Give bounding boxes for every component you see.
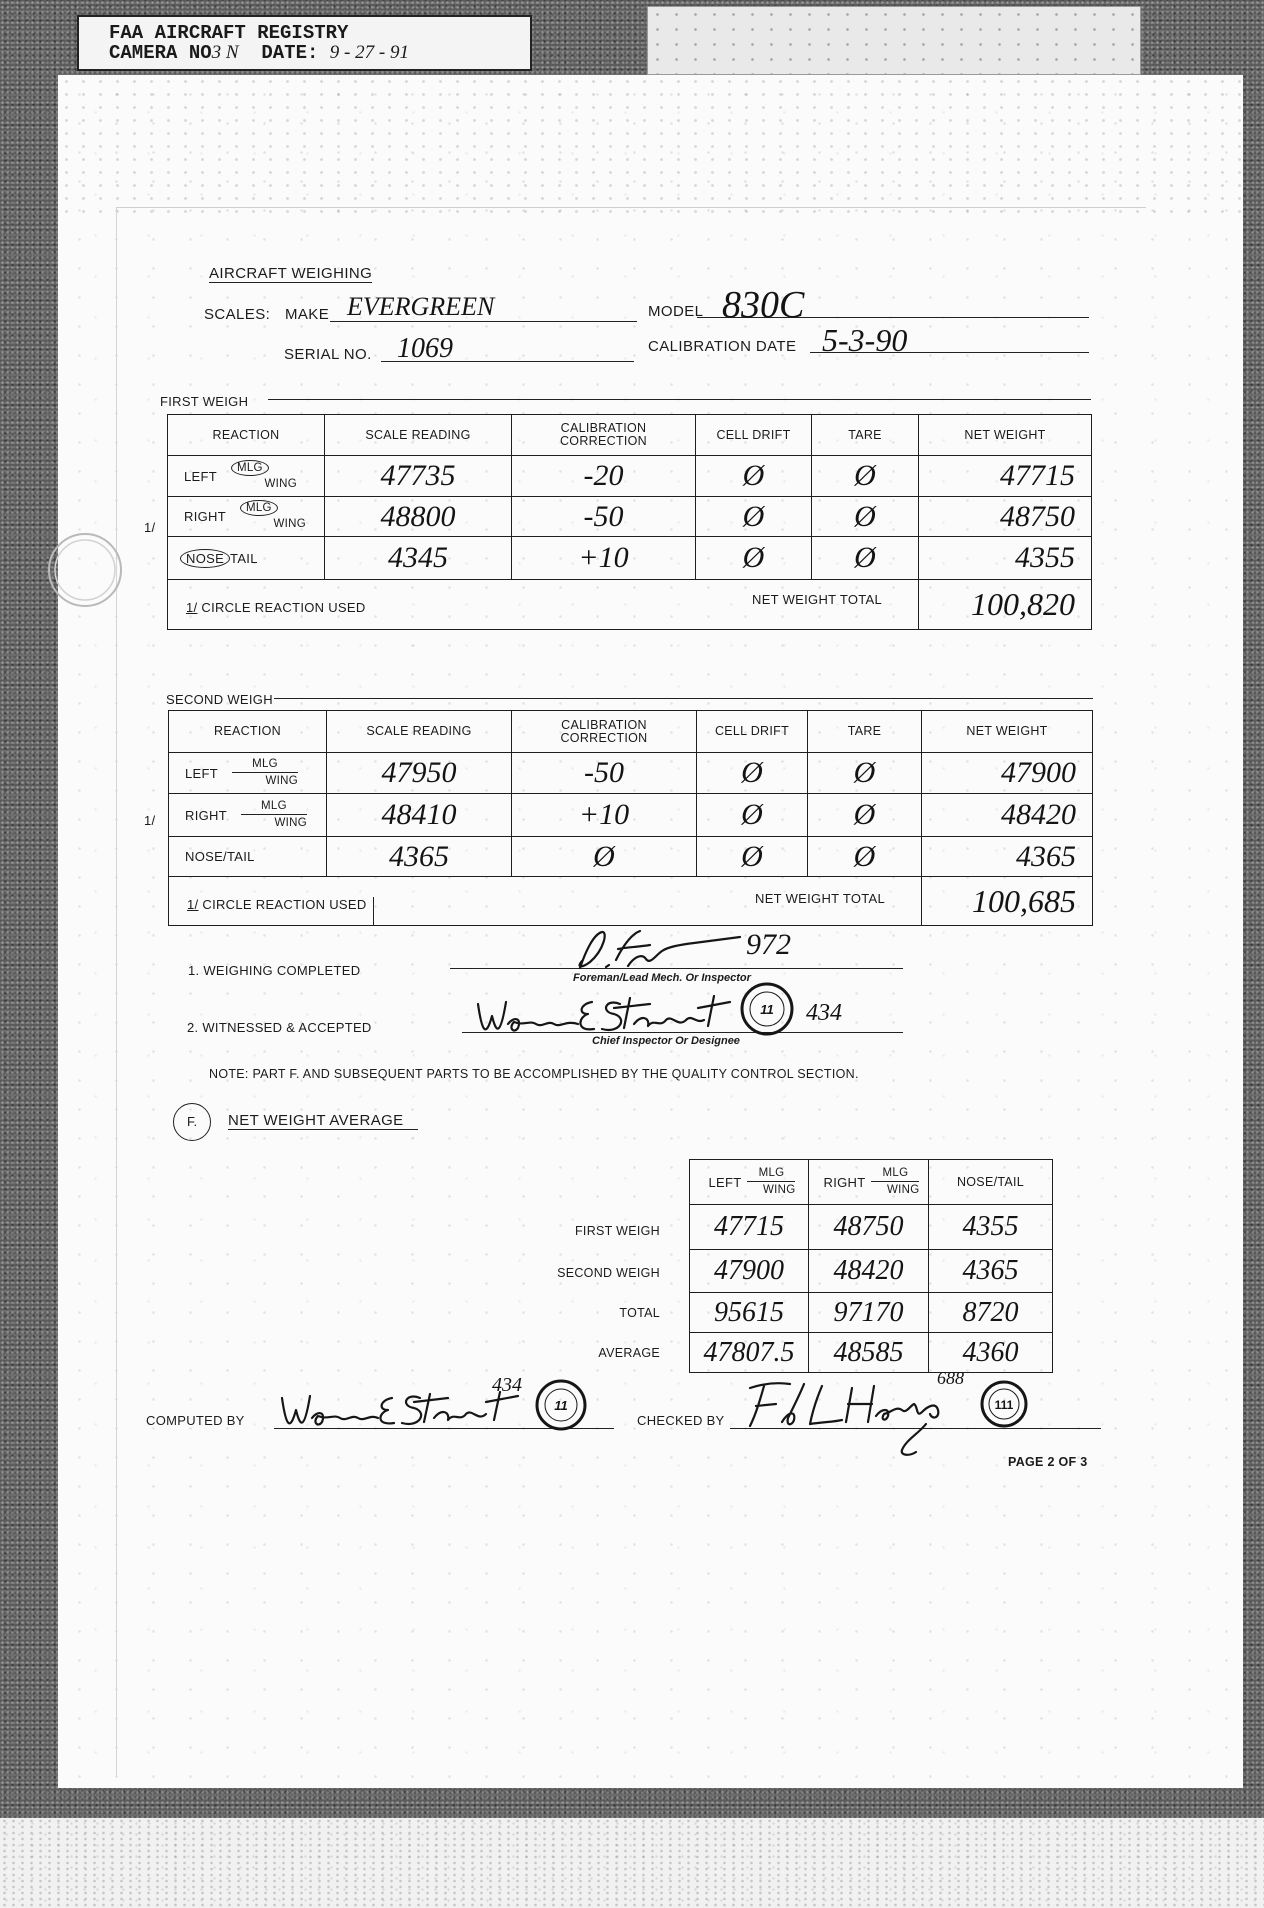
net-weight-total-label: NET WEIGHT TOTAL [755,891,886,906]
avg-left-cell: 47900 [690,1250,809,1293]
inspector-number: 972 [746,928,791,961]
serial-label: SERIAL NO. [284,346,372,363]
scale-reading-cell: 48800 [325,497,512,537]
chief-inspector-number: 434 [806,1000,842,1026]
second-weigh-rule [274,698,1093,699]
header-calibration-correction [512,711,697,753]
net-weight-average-title: NET WEIGHT AVERAGE [228,1112,418,1130]
tare-cell: Ø [812,497,919,537]
net-weight-cell: 48420 [922,794,1093,837]
checked-by-signature [742,1376,957,1460]
table-row [168,456,1092,497]
tare-cell: Ø [812,456,919,497]
average-row-label: TOTAL [619,1306,660,1320]
avg-nose-tail-cell: 8720 [929,1293,1053,1333]
header-calibration-line1: CALIBRATION [561,717,647,732]
cell-drift-cell: Ø [696,456,812,497]
scale-reading-cell: 4345 [325,537,512,580]
header-reaction: REACTION [168,415,325,456]
net-weight-total: 100,820 [919,580,1092,630]
table-header-row [690,1160,1053,1205]
reaction-wing: WING [273,518,306,530]
net-weight-cell: 47900 [922,753,1093,794]
scale-reading-cell: 47735 [325,456,512,497]
header-scale-reading: SCALE READING [327,711,512,753]
form-title: AIRCRAFT WEIGHING [209,265,373,282]
table-header-row [169,711,1093,753]
header-right [809,1160,929,1205]
reaction-mlg: MLG [241,800,307,815]
page-number: PAGE 2 OF 3 [1008,1455,1088,1469]
table-row [168,537,1092,580]
header-tare: TARE [812,415,919,456]
reaction-cell [169,794,327,837]
avg-right-cell: 48420 [809,1250,929,1293]
computed-by-stamp [533,1377,589,1433]
header-wing: WING [762,1184,796,1196]
first-weigh-label: FIRST WEIGH [160,394,249,409]
table-row [690,1250,1053,1293]
scales-label: SCALES: [204,306,271,323]
header-net-weight: NET WEIGHT [922,711,1093,753]
table-row [168,497,1092,537]
net-weight-cell: 47715 [919,456,1092,497]
reaction-tail: TAIL [230,550,258,566]
scan-bottom-margin [0,1818,1264,1908]
scale-reading-cell: 4365 [327,837,512,877]
camera-value: 3 N [211,42,239,63]
footer-notes-cell [168,580,919,630]
reaction-nose-tail: NOSE/TAIL [185,849,255,864]
second-weigh-table [168,710,1093,926]
reaction-side: LEFT [184,468,217,484]
registry-stamp-box [77,15,532,71]
witnessed-inspector-stamp [738,980,796,1038]
table-header-row [168,415,1092,456]
chief-inspector-signature [474,992,744,1040]
calibration-correction-cell: -20 [512,456,696,497]
reaction-mlg: MLG [232,758,298,773]
tare-cell: Ø [808,837,922,877]
scale-reading-cell: 48410 [327,794,512,837]
avg-nose-tail-cell: 4360 [929,1333,1053,1373]
date-value: 9 - 27 - 91 [329,42,409,63]
avg-left-cell: 47807.5 [690,1333,809,1373]
scale-reading-cell: 47950 [327,753,512,794]
date-label: DATE: [261,42,319,64]
calibration-date-value: 5-3-90 [822,322,908,358]
footer-notes-cell [169,877,922,926]
reaction-wing: WING [274,817,307,829]
footnote [187,897,374,926]
table-row [169,837,1093,877]
table-row [690,1333,1053,1373]
computed-by-label: COMPUTED BY [146,1413,245,1428]
net-weight-average-table [689,1159,1053,1373]
tare-cell: Ø [812,537,919,580]
table-row [690,1205,1053,1250]
registry-title: FAA AIRCRAFT REGISTRY [109,22,349,44]
first-weigh-table [167,414,1092,630]
footnote [186,600,366,615]
computed-by-number: 434 [492,1374,522,1396]
header-cell-drift: CELL DRIFT [697,711,808,753]
footnote-marker: 1/ [186,600,198,615]
avg-right-cell: 48750 [809,1205,929,1250]
header-calibration-correction [512,415,696,456]
cell-drift-cell: Ø [696,497,812,537]
net-weight-cell: 48750 [919,497,1092,537]
header-net-weight: NET WEIGHT [919,415,1092,456]
reaction-cell [168,537,325,580]
camera-label: CAMERA NO [109,42,212,64]
weighing-completed-label: 1. WEIGHING COMPLETED [188,963,361,978]
computed-by-signature [278,1388,528,1434]
checked-by-label: CHECKED BY [637,1413,725,1428]
average-row-label: FIRST WEIGH [574,1224,660,1238]
second-weigh-margin-mark: 1/ [144,813,156,828]
make-value: EVERGREEN [347,292,495,321]
witnessed-label: 2. WITNESSED & ACCEPTED [187,1020,372,1035]
avg-nose-tail-cell: 4355 [929,1205,1053,1250]
calibration-correction-cell: +10 [512,537,696,580]
calibration-correction-cell: -50 [512,497,696,537]
quality-control-note: NOTE: PART F. AND SUBSEQUENT PARTS TO BE ACCOMPLISHED BY THE QUALITY CONTROL SECTION. [209,1067,859,1081]
header-wing: WING [886,1184,920,1196]
reaction-nose-circled: NOSE [180,549,230,568]
reaction-cell [168,456,325,497]
serial-value: 1069 [397,333,453,364]
stamp-text: 11 [554,1398,568,1413]
table-footer-row [169,877,1093,926]
avg-left-cell: 47715 [690,1205,809,1250]
reaction-wing: WING [264,477,297,490]
blank-stamp-box [647,6,1141,75]
header-scale-reading: SCALE READING [325,415,512,456]
witnessed-caption: Chief Inspector Or Designee [592,1035,740,1047]
average-row-label: SECOND WEIGH [557,1266,660,1280]
footnote-text: CIRCLE REACTION USED [201,600,366,615]
part-f-marker: F. [173,1103,211,1141]
checked-by-stamp [978,1378,1030,1430]
average-row-label: AVERAGE [598,1346,660,1360]
reaction-side: LEFT [185,765,218,781]
calibration-correction-cell: Ø [512,837,697,877]
header-mlg: MLG [871,1167,919,1182]
binder-hole-mark [40,528,130,612]
footnote-marker: 1/ [187,897,199,912]
tare-cell: Ø [808,753,922,794]
header-calibration-line2: CORRECTION [560,730,648,745]
cell-drift-cell: Ø [697,837,808,877]
header-cell-drift: CELL DRIFT [696,415,812,456]
weighing-completed-caption: Foreman/Lead Mech. Or Inspector [573,972,751,984]
reaction-mlg-circled: MLG [231,460,269,476]
make-label: MAKE [285,306,330,323]
avg-nose-tail-cell: 4365 [929,1250,1053,1293]
header-calibration-line1: CALIBRATION [560,421,647,435]
footnote-text: CIRCLE REACTION USED [202,897,367,912]
model-value: 830C [722,284,805,326]
cell-drift-cell: Ø [696,537,812,580]
reaction-mlg-circled: MLG [240,500,278,516]
net-weight-total-label: NET WEIGHT TOTAL [752,592,883,607]
tare-cell: Ø [808,794,922,837]
calibration-date-label: CALIBRATION DATE [648,338,797,355]
table-row [169,753,1093,794]
reaction-side: RIGHT [185,807,227,823]
net-weight-cell: 4355 [919,537,1092,580]
calibration-correction-cell: -50 [512,753,697,794]
scan-specks [58,75,1243,215]
calibration-correction-cell: +10 [512,794,697,837]
first-weigh-rule [268,399,1091,400]
header-right-label: RIGHT [823,1174,866,1190]
table-row [690,1293,1053,1333]
stamp-text: 111 [994,1398,1014,1412]
second-weigh-label: SECOND WEIGH [166,692,273,707]
reaction-cell [169,753,327,794]
cell-drift-cell: Ø [697,794,808,837]
reaction-cell [168,497,325,537]
net-weight-cell: 4365 [922,837,1093,877]
checked-by-number: 688 [937,1368,964,1388]
registry-camera-date-line [109,43,530,63]
model-label: MODEL [648,303,704,320]
avg-right-cell: 97170 [809,1293,929,1333]
net-weight-total: 100,685 [922,877,1093,926]
cell-drift-cell: Ø [697,753,808,794]
avg-left-cell: 95615 [690,1293,809,1333]
table-row [169,794,1093,837]
header-nose-tail: NOSE/TAIL [929,1160,1053,1205]
header-left-label: LEFT [708,1174,742,1190]
header-reaction: REACTION [169,711,327,753]
stamp-text: 11 [760,1002,774,1017]
header-calibration-line2: CORRECTION [559,434,648,448]
first-weigh-margin-mark: 1/ [144,520,156,535]
avg-right-cell: 48585 [809,1333,929,1373]
reaction-wing: WING [265,775,298,787]
inspector-signature [570,928,750,974]
reaction-side: RIGHT [184,509,226,524]
header-tare: TARE [808,711,922,753]
header-left [690,1160,809,1205]
header-mlg: MLG [747,1167,795,1182]
reaction-cell [169,837,327,877]
table-footer-row [168,580,1092,630]
